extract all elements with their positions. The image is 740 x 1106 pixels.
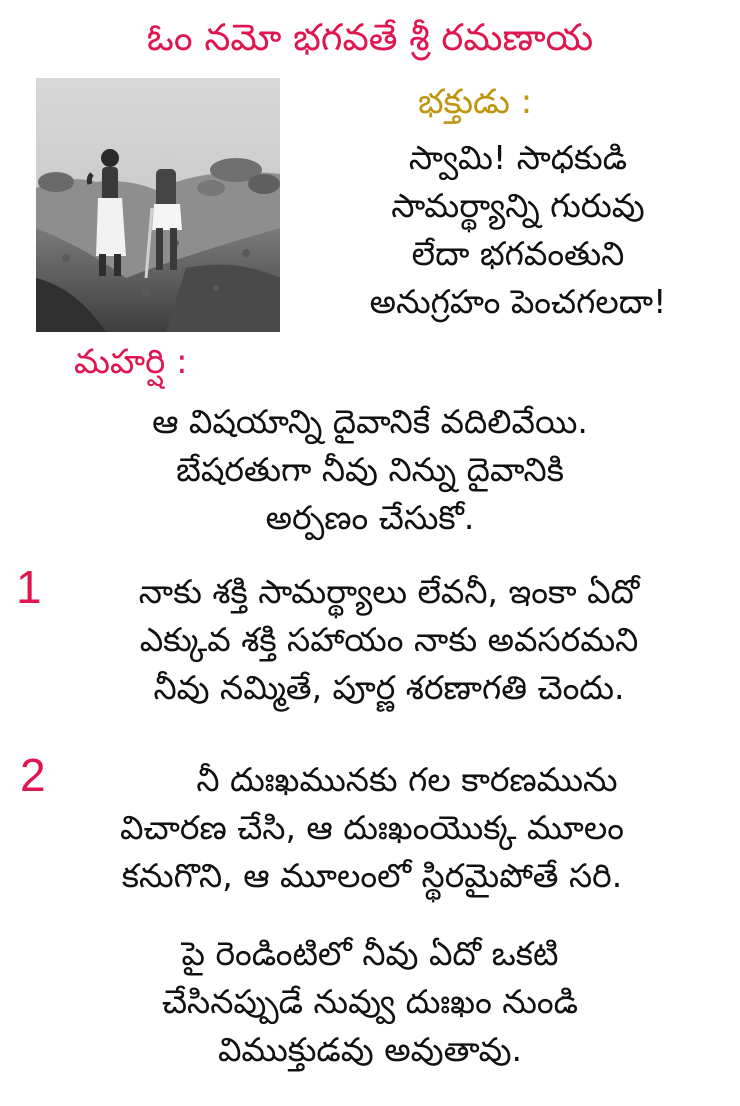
- point-2-text: [0, 756, 740, 900]
- conclusion-line: విముక్తుడవు అవుతావు.: [217, 1030, 523, 1069]
- photo-two-men-on-hill: [36, 78, 280, 332]
- conclusion: [0, 930, 740, 1074]
- maharshi-label: మహర్షి :: [74, 342, 188, 382]
- point-line: కనుగొని, ఆ మూలంలో స్థిరమైపోతే సరి.: [121, 856, 623, 895]
- devotee-question: [296, 134, 740, 326]
- point-1-text: [34, 568, 740, 712]
- point-line: నీవు నమ్మితే, పూర్ణ శరణాగతి చెందు.: [153, 668, 625, 707]
- maharshi-answer: [0, 398, 740, 542]
- point-line: ఎక్కువ శక్తి సహాయం నాకు అవసరమని: [139, 620, 639, 659]
- point-line: నీ దుఃఖమునకు గల కారణమును: [196, 760, 618, 799]
- conclusion-line: పై రెండింటిలో నీవు ఏదో ఒకటి: [181, 934, 559, 973]
- point-number-2: 2: [20, 749, 46, 801]
- photo-image: [36, 78, 280, 332]
- point-line: విచారణ చేసి, ఆ దుఃఖంయొక్క మూలం: [120, 808, 624, 847]
- answer-line: అర్పణం చేసుకో.: [265, 498, 475, 537]
- question-line: స్వామి! సాధకుడి: [408, 138, 628, 177]
- question-line: సామర్థ్యాన్ని గురువు: [391, 186, 645, 225]
- question-line: అనుగ్రహం పెంచగలదా!: [369, 282, 667, 321]
- point-line: నాకు శక్తి సామర్థ్యాలు లేవనీ, ఇంకా ఏదో: [138, 572, 640, 611]
- page-title: ఓం నమో భగవతే శ్రీ రమణాయ: [146, 16, 594, 59]
- answer-line: ఆ విషయాన్ని దైవానికే వదిలివేయి.: [152, 402, 588, 441]
- question-line: లేదా భగవంతుని: [411, 234, 625, 273]
- point-number-1: 1: [16, 561, 42, 613]
- answer-line: బేషరతుగా నీవు నిన్ను దైవానికి: [176, 450, 564, 489]
- conclusion-line: చేసినప్పుడే నువ్వు దుఃఖం నుండి: [161, 982, 579, 1021]
- devotee-label: భక్తుడు :: [418, 82, 533, 122]
